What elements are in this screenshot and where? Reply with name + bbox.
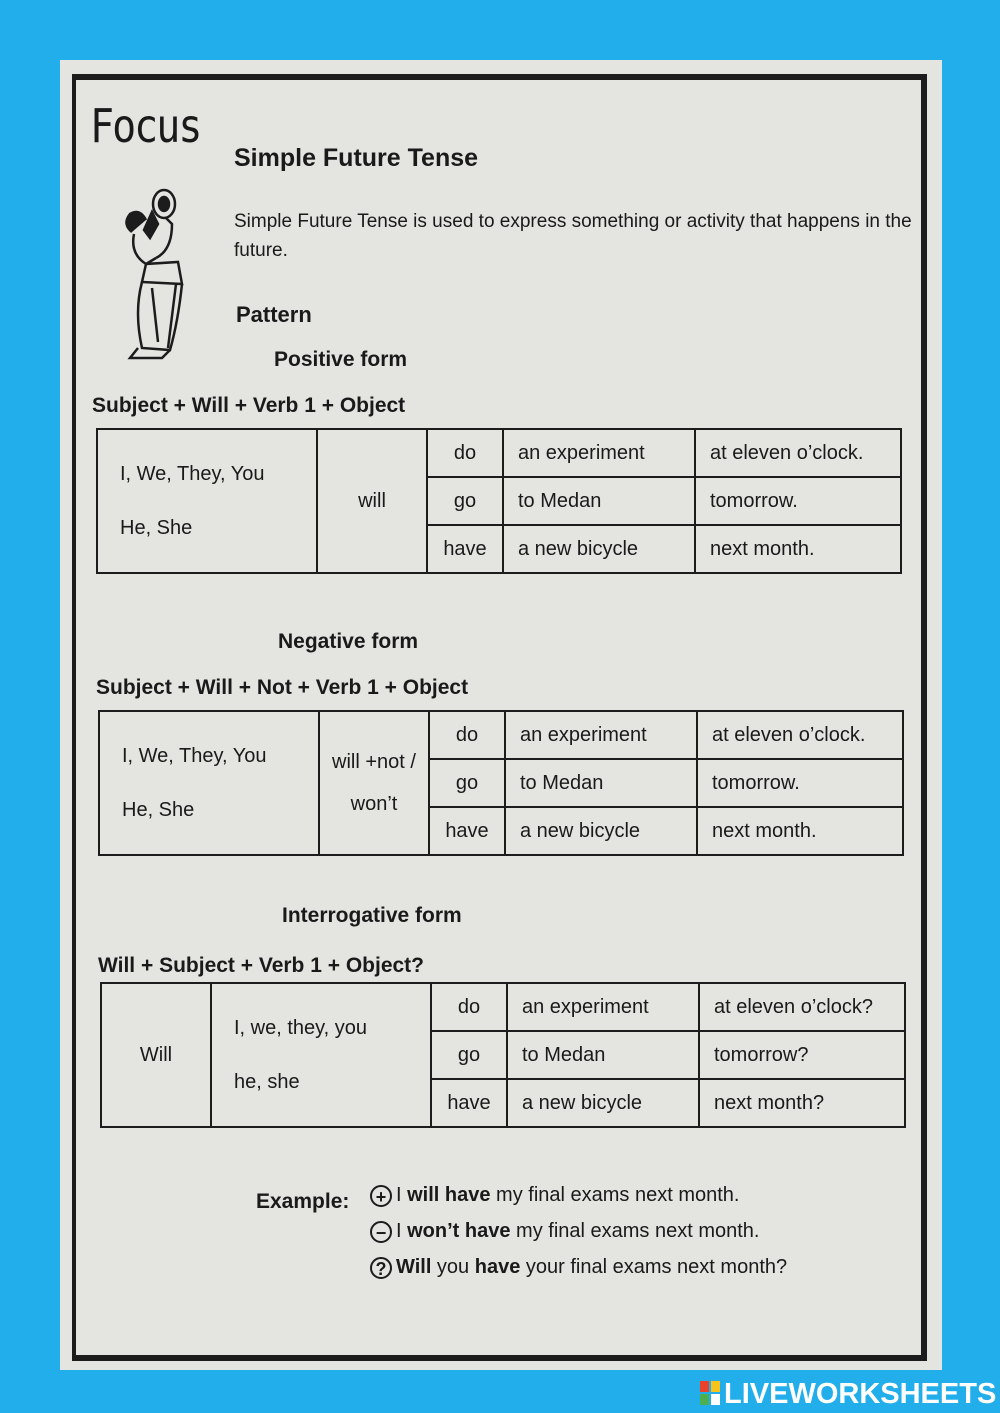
verb-cell: go <box>427 477 503 525</box>
time-cell: at eleven o’clock. <box>697 711 903 759</box>
aux-cell <box>319 711 429 855</box>
object-cell: an experiment <box>505 711 697 759</box>
subject-text: He, She <box>122 799 195 821</box>
aux-text: won’t <box>350 793 398 815</box>
example-text: my final exams next month. <box>490 1184 740 1206</box>
aux-cell: will <box>317 429 427 573</box>
worksheet-paper <box>60 60 942 1370</box>
example-bold-text: won’t have <box>407 1220 511 1242</box>
aux-text: will +not / <box>332 751 416 773</box>
interrogative-heading: Interrogative form <box>282 904 462 927</box>
positive-formula: Subject + Will + Verb 1 + Object <box>92 394 406 417</box>
negative-formula: Subject + Will + Not + Verb 1 + Object <box>96 676 469 699</box>
object-cell: an experiment <box>503 429 695 477</box>
verb-cell: have <box>427 525 503 573</box>
subject-cell <box>97 429 317 573</box>
example-bold-text: will have <box>407 1184 491 1206</box>
object-cell: an experiment <box>507 983 699 1031</box>
example-text: your final exams next month? <box>520 1256 788 1278</box>
table-row <box>97 429 901 477</box>
liveworksheets-watermark: LIVEWORKSHEETS <box>724 1378 997 1410</box>
subject-text: I, we, they, you <box>234 1017 368 1039</box>
subject-text: he, she <box>234 1071 300 1093</box>
time-cell: tomorrow. <box>695 477 901 525</box>
intro-text: Simple Future Tense is used to express something or activity that happens in the future. <box>234 211 912 261</box>
aux-cell: Will <box>101 983 211 1127</box>
verb-cell: do <box>431 983 507 1031</box>
object-cell: a new bicycle <box>503 525 695 573</box>
object-cell: to Medan <box>505 759 697 807</box>
interrogative-formula: Will + Subject + Verb 1 + Object? <box>98 954 425 977</box>
subject-text: I, We, They, You <box>122 745 267 767</box>
positive-heading: Positive form <box>274 348 408 371</box>
example-question <box>370 1256 787 1279</box>
minus-circle-icon: − <box>370 1221 392 1243</box>
example-text: you <box>431 1256 475 1278</box>
object-cell: a new bicycle <box>505 807 697 855</box>
verb-cell: do <box>427 429 503 477</box>
example-text: I <box>396 1220 408 1242</box>
time-cell: next month? <box>699 1079 905 1127</box>
focus-logo-text: Focus <box>90 100 201 154</box>
subject-text: I, We, They, You <box>120 463 265 485</box>
example-positive <box>370 1184 739 1207</box>
time-cell: at eleven o’clock? <box>699 983 905 1031</box>
object-cell: to Medan <box>507 1031 699 1079</box>
example-label: Example: <box>256 1190 350 1213</box>
example-negative <box>370 1220 759 1243</box>
subject-cell <box>99 711 319 855</box>
object-cell: to Medan <box>503 477 695 525</box>
verb-cell: do <box>429 711 505 759</box>
verb-cell: go <box>429 759 505 807</box>
positive-table <box>96 428 902 574</box>
binoculars-cartoon-icon <box>112 172 232 362</box>
time-cell: tomorrow? <box>699 1031 905 1079</box>
verb-cell: have <box>431 1079 507 1127</box>
liveworksheets-logo-icon <box>700 1381 720 1405</box>
interrogative-table <box>100 982 906 1128</box>
object-cell: a new bicycle <box>507 1079 699 1127</box>
page-title: Simple Future Tense <box>234 144 479 172</box>
negative-table <box>98 710 904 856</box>
example-text: I <box>396 1184 408 1206</box>
subject-text: He, She <box>120 517 193 539</box>
plus-circle-icon: + <box>370 1185 392 1207</box>
time-cell: next month. <box>695 525 901 573</box>
subject-cell <box>211 983 431 1127</box>
verb-cell: have <box>429 807 505 855</box>
example-bold-text: have <box>474 1256 521 1278</box>
question-circle-icon: ? <box>370 1257 392 1279</box>
time-cell: next month. <box>697 807 903 855</box>
table-row <box>99 711 903 759</box>
example-text: my final exams next month. <box>510 1220 760 1242</box>
negative-heading: Negative form <box>278 630 419 653</box>
example-bold-text: Will <box>396 1256 432 1278</box>
verb-cell: go <box>431 1031 507 1079</box>
time-cell: tomorrow. <box>697 759 903 807</box>
pattern-label: Pattern <box>236 302 312 327</box>
time-cell: at eleven o’clock. <box>695 429 901 477</box>
table-row <box>101 983 905 1031</box>
